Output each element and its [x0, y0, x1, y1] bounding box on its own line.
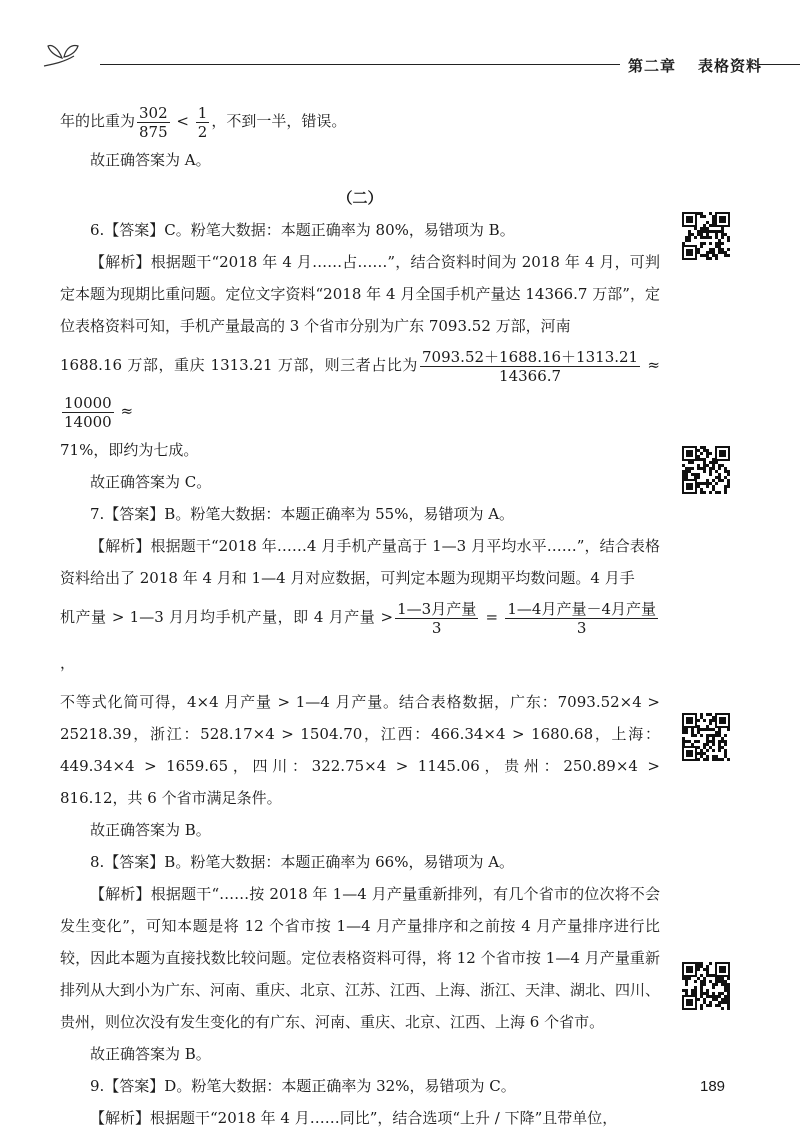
q6-fraction-approx: $\frac{10000}{14000}$ — [64, 393, 112, 431]
q6-result: 71%，即约为七成。 — [60, 441, 199, 459]
chapter-heading — [628, 55, 762, 76]
qr-code-q9[interactable] — [682, 962, 730, 1010]
q7-inequality: 机产量 > 1—3 月月均手机产量，即 4 月产量 > $\frac{\text{1—3月产量}}{3}$ = $\frac{\text{1—4月产量－4月产量}}{3}$ ， — [60, 599, 656, 672]
q6-fraction-main: $\frac{7093.52+1688.16+1313.21}{14366.7}$ — [422, 347, 639, 385]
q7-answer: 7.【答案】B。粉笔大数据：本题正确率为 55%，易错项为 A。 — [90, 505, 515, 523]
fraction-302-875: $\frac{302}{875}$ — [139, 103, 168, 141]
qr-code-q8[interactable] — [682, 713, 730, 761]
chapter-title: 表格资料 — [698, 57, 763, 75]
header-rule-right — [758, 64, 800, 65]
page-body — [60, 98, 660, 1134]
q7-final-answer: 故正确答案为 B。 — [90, 821, 211, 839]
q7-analysis: 【解析】根据题干“2018 年……4 月手机产量高于 1—3 月平均水平……”，结合表格资料给出了 2018 年 4 月和 1—4 月对应数据，可判定本题为现期平均数问题。4 月手 — [60, 537, 660, 587]
q8-answer: 8.【答案】B。粉笔大数据：本题正确率为 66%，易错项为 A。 — [90, 853, 515, 871]
q8-final-answer: 故正确答案为 B。 — [90, 1045, 211, 1063]
q6-final-answer: 故正确答案为 C。 — [90, 473, 212, 491]
qr-code-q6[interactable] — [682, 212, 730, 260]
page-number: 189 — [700, 1078, 726, 1095]
q6-calculation: 1688.16 万部，重庆 1313.21 万部，则三者占比为 $\frac{7093.52+1688.16+1313.21}{14366.7}$ ≈ $\frac{10000}{14000}$ ≈ — [60, 347, 660, 431]
final-answer-5: 故正确答案为 A。 — [90, 151, 211, 169]
page-header — [40, 38, 780, 75]
leaf-icon — [40, 38, 96, 72]
section-heading: （二） — [337, 189, 383, 207]
header-rule-left — [100, 64, 620, 65]
q6-analysis: 【解析】根据题干“2018 年 4 月……占……”，结合资料时间为 2018 年 4 月，可判定本题为现期比重问题。定位文字资料“2018 年 4 月全国手机产量达 14366.7 万部”，定位表格资料可知，手机产量最高的 3 个省市分别为广东 7093.52 万部，河南 — [60, 253, 660, 335]
continuation-line: 年的比重为 $\frac{302}{875}$ < $\frac{1}{2}$ ，不到一半，错误。 — [60, 103, 347, 141]
q7-fraction-1: $\frac{\text{1—3月产量}}{3}$ — [397, 599, 477, 637]
qr-code-q7[interactable] — [682, 446, 730, 494]
q7-fraction-2: $\frac{\text{1—4月产量－4月产量}}{3}$ — [507, 599, 656, 637]
q7-data-comparison: 不等式化简可得，4×4 月产量 > 1—4 月产量。结合表格数据，广东：7093.52×4 > 25218.39，浙江：528.17×4 > 1504.70，江西：466.34×4 > 1680.68，上海：449.34×4 > 1659.65，四川：322.75×4 > 1145.06，贵州：250.89×4 > 816.12，共 6 个省市满足条件。 — [60, 693, 660, 807]
q9-answer: 9.【答案】D。粉笔大数据：本题正确率为 32%，易错项为 C。 — [90, 1077, 516, 1095]
chapter-number: 第二章 — [628, 57, 677, 75]
q6-answer: 6.【答案】C。粉笔大数据：本题正确率为 80%，易错项为 B。 — [90, 221, 515, 239]
fraction-1-2: $\frac{1}{2}$ — [197, 103, 208, 141]
q8-analysis: 【解析】根据题干“……按 2018 年 1—4 月产量重新排列，有几个省市的位次将不会发生变化”，可知本题是将 12 个省市按 1—4 月产量排序和之前按 4 月产量排序进行比较，因此本题为直接找数比较问题。定位表格资料可得，将 12 个省市按 1—4 月产量重新排列从大到小为广东、河南、重庆、北京、江苏、江西、上海、浙江、天津、湖北、四川、贵州，则位次没有发生变化的有广东、河南、重庆、北京、江西、上海 6 个省市。 — [60, 885, 661, 1031]
q9-analysis: 【解析】根据题干“2018 年 4 月……同比”，结合选项“上升 / 下降”且带单位， — [90, 1109, 618, 1127]
